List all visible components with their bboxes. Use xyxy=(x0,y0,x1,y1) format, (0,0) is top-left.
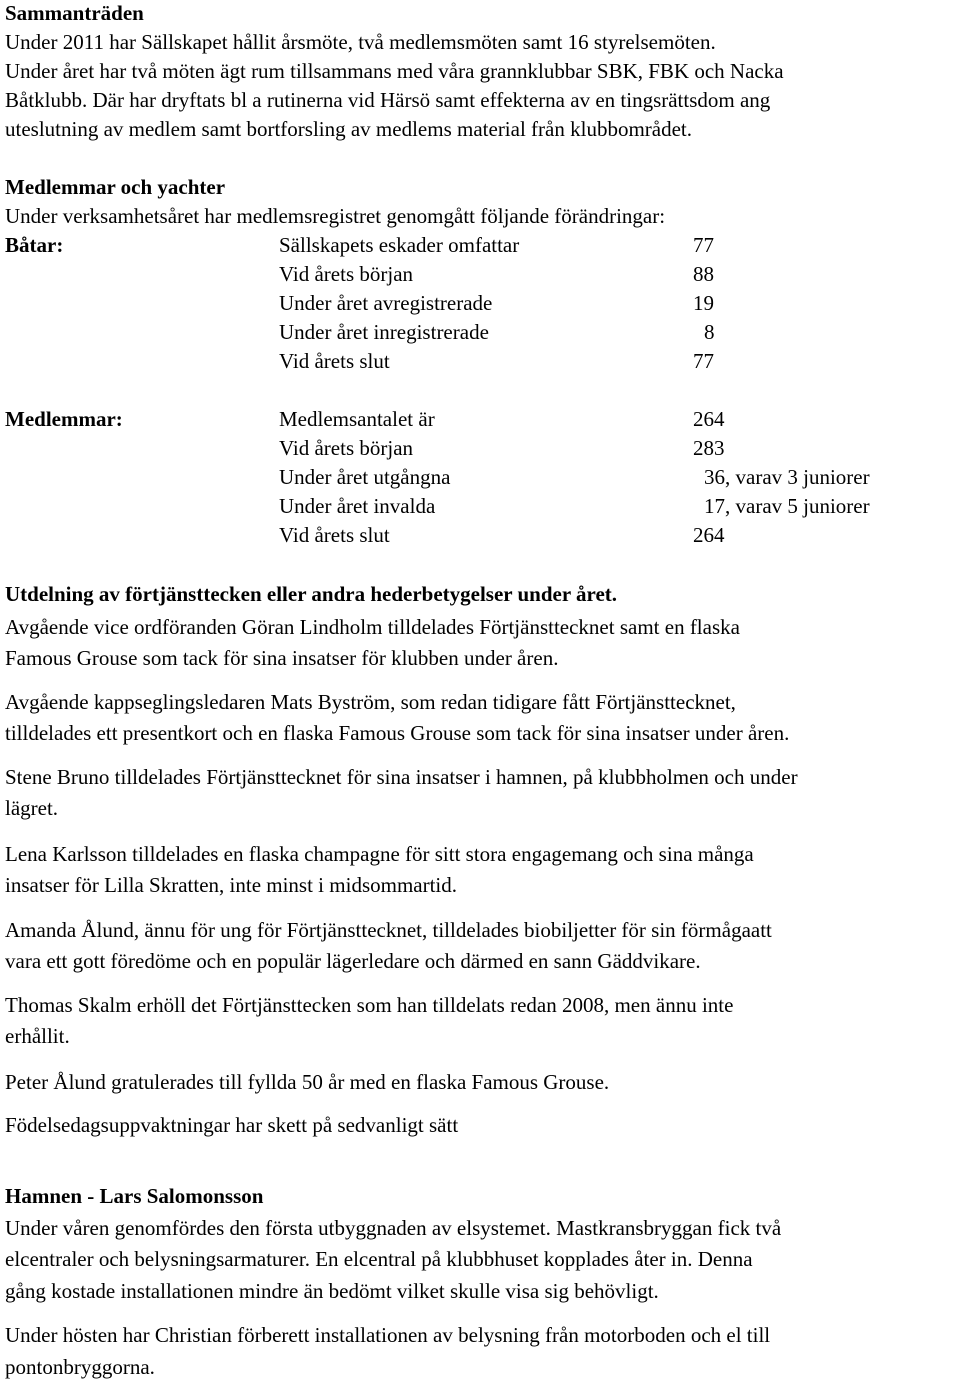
table-row-value: 19 xyxy=(693,291,714,315)
table-row-label: Under året utgångna xyxy=(279,465,451,489)
paragraph-line: Avgående kappseglingsledaren Mats Byström, som redan tidigare fått Förtjänsttecknet, xyxy=(5,690,736,714)
paragraph-line: uteslutning av medlem samt bortforsling av medlems material från klubbområdet. xyxy=(5,117,692,141)
paragraph-line: gång kostade installationen mindre än bedömt vilket skulle visa sig behövligt. xyxy=(5,1279,659,1303)
paragraph-line: Famous Grouse som tack för sina insatser för klubben under åren. xyxy=(5,646,559,670)
heading-utdelning: Utdelning av förtjänsttecken eller andra hederbetygelser under året. xyxy=(5,582,618,606)
table-row-label: Vid årets början xyxy=(279,436,414,460)
paragraph-line: Under verksamhetsåret har medlemsregistret genomgått följande förändringar: xyxy=(5,204,666,228)
paragraph-line: Under året har två möten ägt rum tillsammans med våra grannklubbar SBK, FBK och Nacka xyxy=(5,59,784,83)
table-row-value: 36, varav 3 juniorer xyxy=(704,465,870,489)
paragraph-line: Under våren genomfördes den första utbyggnaden av elsystemet. Mastkransbryggan fick två xyxy=(5,1216,782,1240)
paragraph-line: tilldelades ett presentkort och en flaska Famous Grouse som tack för sina insatser under åren. xyxy=(5,721,790,745)
paragraph-line: Båtklubb. Där har dryftats bl a rutinerna vid Härsö samt effekterna av en tingsrättsdom ang xyxy=(5,88,771,112)
heading-sammantraden: Sammanträden xyxy=(5,1,144,25)
table-row-value: 264 xyxy=(693,523,725,547)
heading-hamnen: Hamnen - Lars Salomonsson xyxy=(5,1184,264,1208)
paragraph-line: insatser för Lilla Skratten, inte minst i midsommartid. xyxy=(5,873,458,897)
table-row-label: Medlemsantalet är xyxy=(279,407,435,431)
table-row-label: Under året inregistrerade xyxy=(279,320,489,344)
table-row-value: 88 xyxy=(693,262,714,286)
table-row-value: 8 xyxy=(704,320,715,344)
table-row-value: 283 xyxy=(693,436,725,460)
paragraph-line: Stene Bruno tilldelades Förtjänsttecknet för sina insatser i hamnen, på klubbholmen och under xyxy=(5,765,798,789)
table-row-value: 17, varav 5 juniorer xyxy=(704,494,870,518)
paragraph-line: lägret. xyxy=(5,796,59,820)
table-row-value: 77 xyxy=(693,233,714,257)
batar-label: Båtar: xyxy=(5,233,64,257)
paragraph-line: Under hösten har Christian förberett installationen av belysning från motorboden och el till xyxy=(5,1323,771,1347)
table-row-label: Vid årets början xyxy=(279,262,414,286)
table-row-label: Under året invalda xyxy=(279,494,436,518)
table-row-value: 77 xyxy=(693,349,714,373)
table-row-label: Vid årets slut xyxy=(279,349,390,373)
heading-medlemmar-och-yachter: Medlemmar och yachter xyxy=(5,175,226,199)
paragraph-line: Under 2011 har Sällskapet hållit årsmöte, två medlemsmöten samt 16 styrelsemöten. xyxy=(5,30,716,54)
table-row-label: Vid årets slut xyxy=(279,523,390,547)
table-row-value: 264 xyxy=(693,407,725,431)
paragraph-line: pontonbryggorna. xyxy=(5,1355,155,1379)
paragraph-line: Amanda Ålund, ännu för ung för Förtjänsttecknet, tilldelades biobiljetter för sin förmågaatt xyxy=(5,918,772,942)
paragraph-line: elcentraler och belysningsarmaturer. En elcentral på klubbhuset kopplades åter in. Denna xyxy=(5,1247,753,1271)
table-row-label: Sällskapets eskader omfattar xyxy=(279,233,520,257)
medlemmar-label: Medlemmar: xyxy=(5,407,123,431)
paragraph-line: vara ett gott föredöme och en populär lägerledare och därmed en sann Gäddvikare. xyxy=(5,949,701,973)
paragraph-line: Thomas Skalm erhöll det Förtjänsttecken som han tilldelats redan 2008, men ännu inte xyxy=(5,993,734,1017)
paragraph-line: Avgående vice ordföranden Göran Lindholm tilldelades Förtjänsttecknet samt en flaska xyxy=(5,615,740,639)
paragraph-line: Peter Ålund gratulerades till fyllda 50 år med en flaska Famous Grouse. xyxy=(5,1070,610,1094)
paragraph-line: Lena Karlsson tilldelades en flaska champagne för sitt stora engagemang och sina många xyxy=(5,842,754,866)
table-row-label: Under året avregistrerade xyxy=(279,291,493,315)
paragraph-line: erhållit. xyxy=(5,1024,70,1048)
paragraph-line: Födelsedagsuppvaktningar har skett på sedvanligt sätt xyxy=(5,1113,459,1137)
